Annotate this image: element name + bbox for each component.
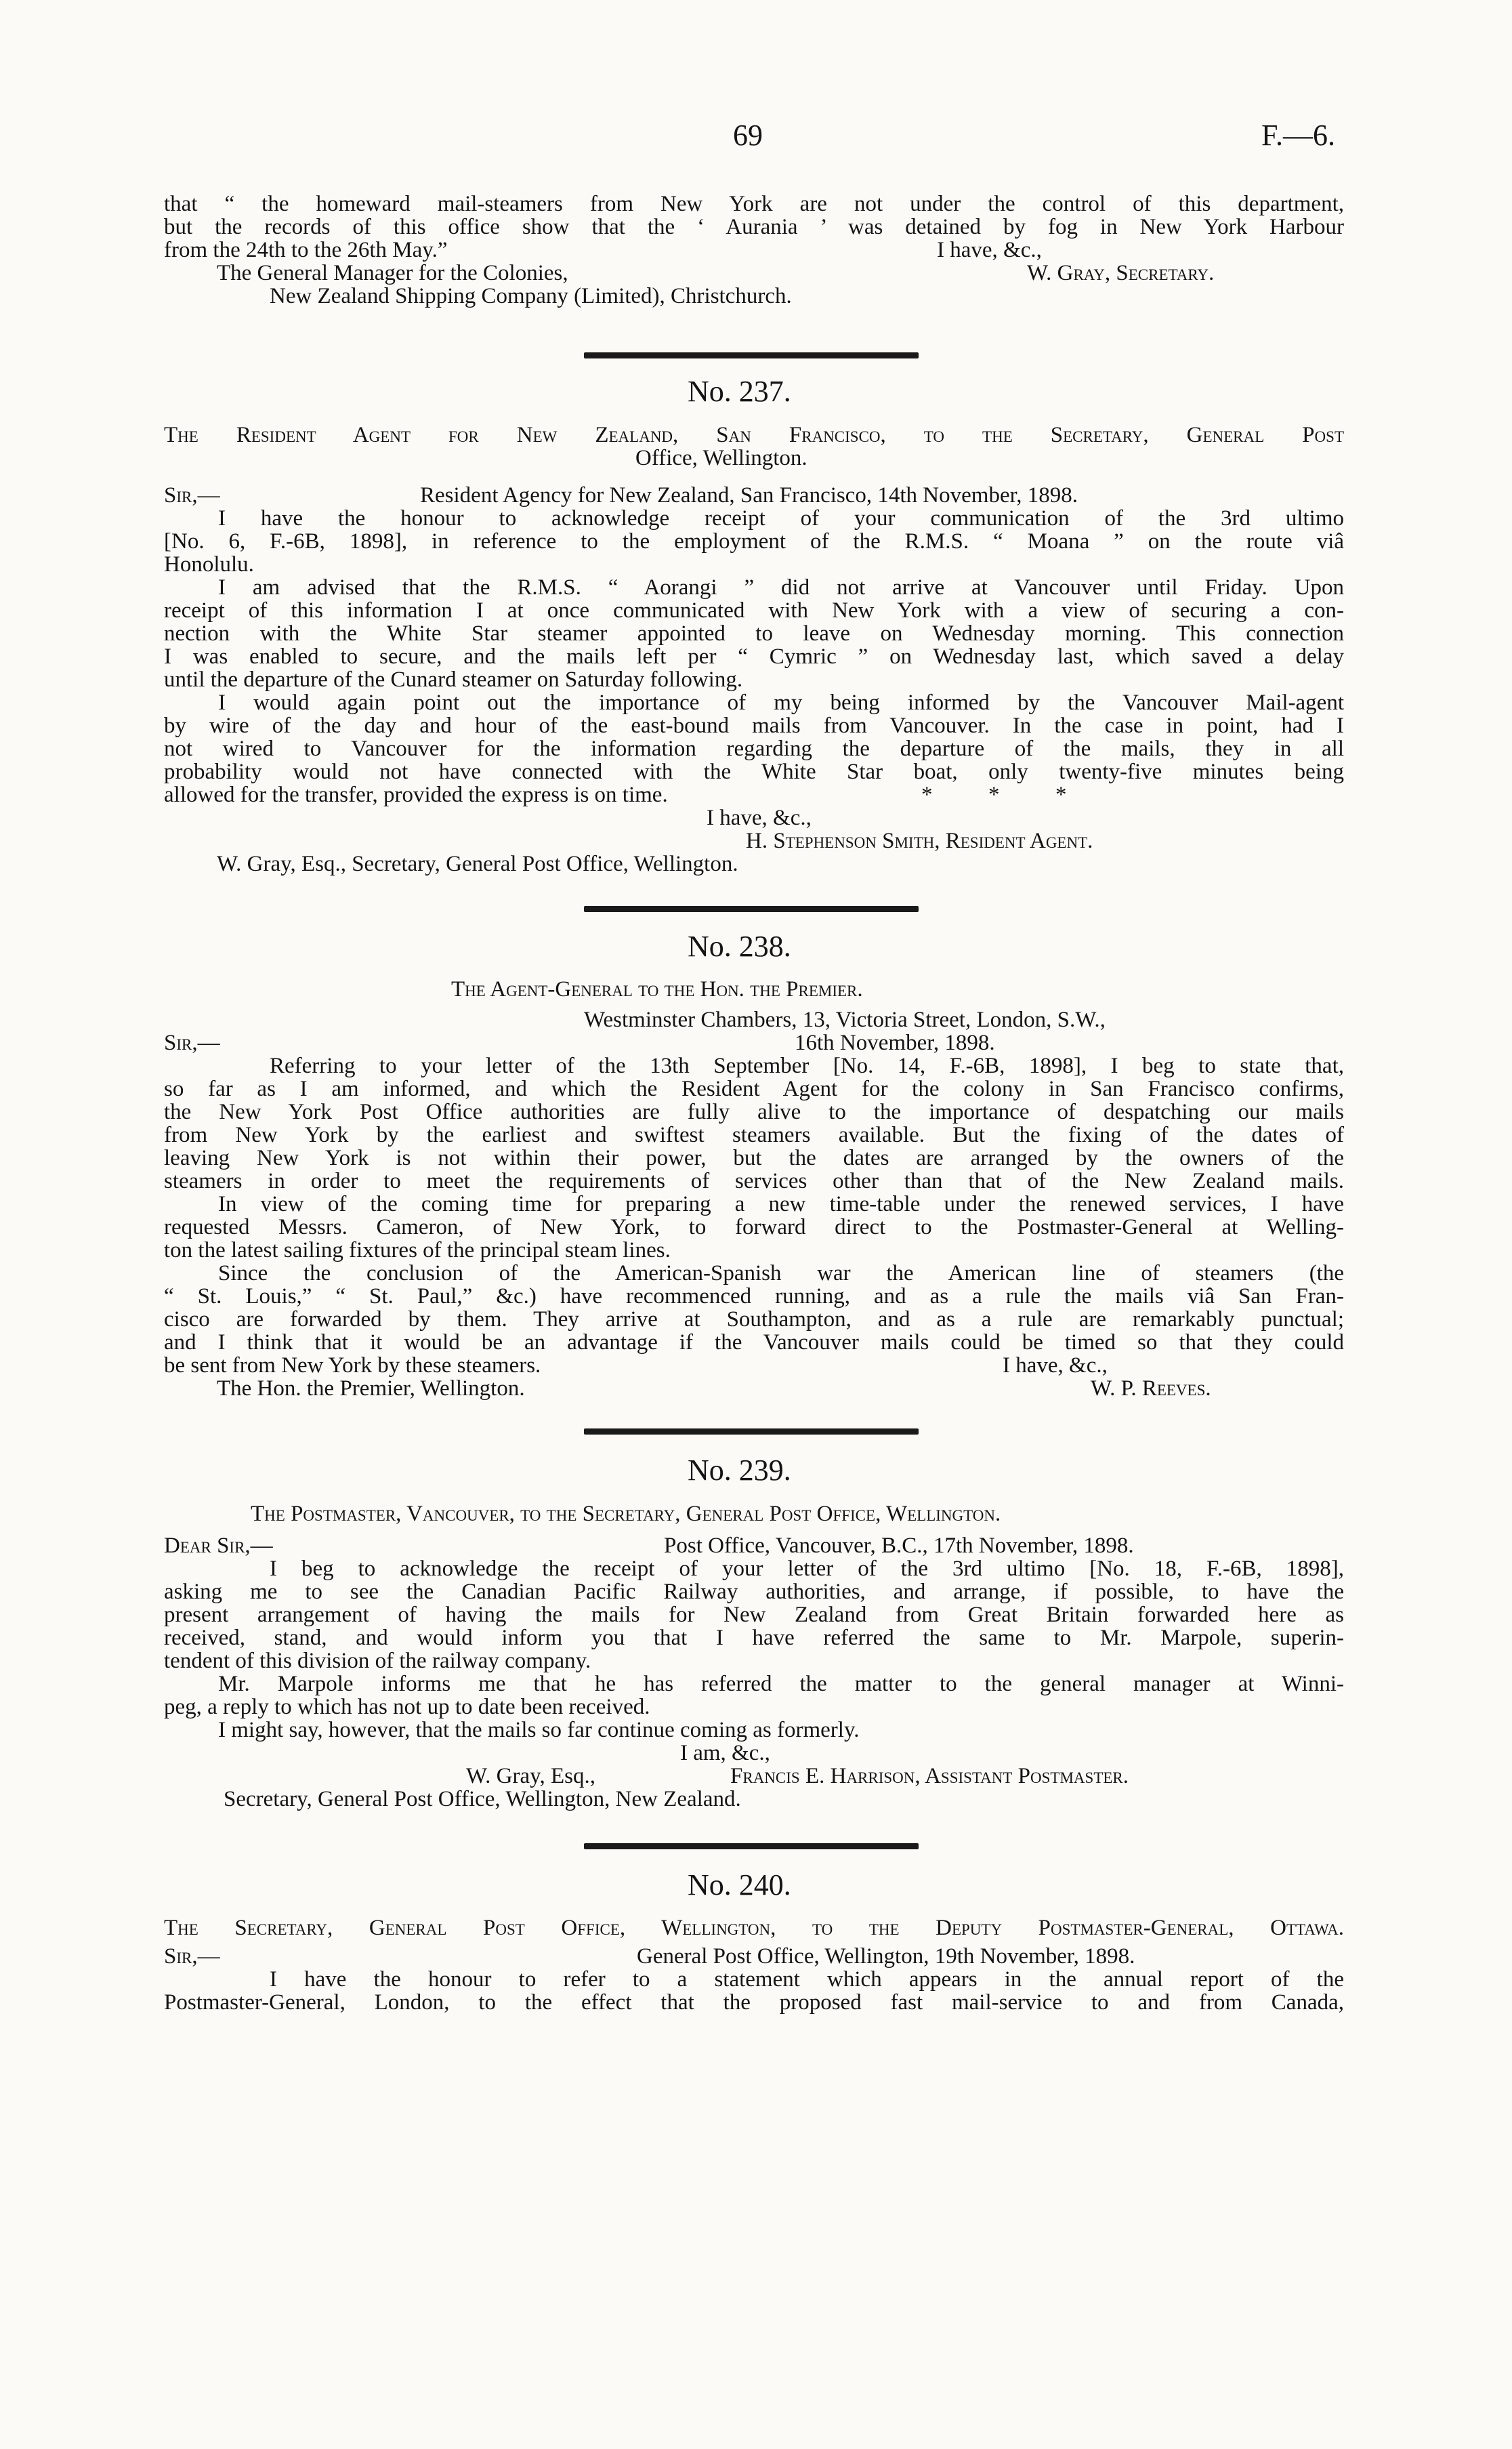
text-line: Postmaster-General, London, to the effect that the proposed fast mail-service to and from Canada, (164, 1990, 1344, 2015)
dateline: Resident Agency for New Zealand, San Francisco, 14th November, 1898. (420, 483, 1078, 508)
dateline: Post Office, Vancouver, B.C., 17th November, 1898. (664, 1534, 1134, 1558)
signature: Francis E. Harrison, Assistant Postmaster. (730, 1764, 1129, 1788)
text-line: steamers in order to meet the requirements of services other than that of the New Zealand mails. (164, 1169, 1344, 1193)
letter-heading: The Postmaster, Vancouver, to the Secretary, General Post Office, Wellington. (251, 1502, 1001, 1526)
text-line: but the records of this office show that the ‘ Aurania ’ was detained by fog in New York Harbour (164, 215, 1344, 239)
text-line: [No. 6, F.-6B, 1898], in reference to the employment of the R.M.S. “ Moana ” on the route viâ (164, 529, 1344, 554)
document-reference: F.—6. (1261, 119, 1335, 152)
letter-number: No. 240. (688, 1868, 791, 1901)
text-line: receipt of this information I at once communicated with New York with a view of securing a con- (164, 598, 1344, 623)
addressee-company: New Zealand Shipping Company (Limited), Christchurch. (270, 284, 792, 308)
salutation: Dear Sir,— (164, 1534, 273, 1558)
signature: W. Gray, Secretary. (1027, 261, 1215, 285)
letter-heading: The Agent-General to the Hon. the Premier. (451, 977, 863, 1002)
text-line: I am advised that the R.M.S. “ Aorangi ” did not arrive at Vancouver until Friday. Upon (218, 575, 1344, 600)
letter-heading: The Secretary, General Post Office, Wellington, to the Deputy Postmaster-General, Ottawa. (164, 1916, 1344, 1940)
text-line: allowed for the transfer, provided the express is on time. (164, 783, 668, 807)
text-line: present arrangement of having the mails for New Zealand from Great Britain forwarded here as (164, 1603, 1344, 1627)
text-line: Referring to your letter of the 13th September [No. 14, F.-6B, 1898], I beg to state that, (270, 1054, 1344, 1078)
text-line: I would again point out the importance of my being informed by the Vancouver Mail-agent (218, 691, 1344, 715)
dateline: General Post Office, Wellington, 19th November, 1898. (637, 1944, 1135, 1969)
text-line: from the 24th to the 26th May.” (164, 238, 448, 262)
closing: I am, &c., (680, 1741, 770, 1765)
text-line: probability would not have connected with the White Star boat, only twenty-five minutes being (164, 760, 1344, 784)
text-line: I have the honour to acknowledge receipt of your communication of the 3rd ultimo (218, 506, 1344, 531)
address-date: 16th November, 1898. (795, 1031, 995, 1055)
addressee: The General Manager for the Colonies, (217, 261, 568, 285)
closing: I have, &c., (707, 806, 812, 830)
text-line: Since the conclusion of the American-Spanish war the American line of steamers (the (218, 1261, 1344, 1285)
text-line: cisco are forwarded by them. They arrive at Southampton, and as a rule are remarkably punctual; (164, 1307, 1344, 1332)
closing: I have, &c., (1003, 1353, 1108, 1378)
text-line: leaving New York is not within their power, but the dates are arranged by the owners of the (164, 1146, 1344, 1170)
text-line: so far as I am informed, and which the Resident Agent for the colony in San Francisco confirms, (164, 1077, 1344, 1101)
text-line: until the departure of the Cunard steamer on Saturday following. (164, 667, 743, 692)
text-line: not wired to Vancouver for the information regarding the departure of the mails, they in all (164, 737, 1344, 761)
text-line: that “ the homeward mail-steamers from New York are not under the control of this department, (164, 192, 1344, 216)
text-line: and I think that it would be an advantage if the Vancouver mails could be timed so that they could (164, 1330, 1344, 1355)
text-line: I might say, however, that the mails so far continue coming as formerly. (218, 1718, 860, 1742)
letter-number: No. 239. (688, 1454, 791, 1487)
address-line: Westminster Chambers, 13, Victoria Street, London, S.W., (584, 1008, 1106, 1032)
text-line: peg, a reply to which has not up to date been received. (164, 1695, 650, 1719)
text-line: Mr. Marpole informs me that he has referred the matter to the general manager at Winni- (218, 1672, 1344, 1696)
letter-number: No. 238. (688, 930, 791, 963)
addressee: The Hon. the Premier, Wellington. (217, 1376, 525, 1401)
salutation: Sir,— (164, 483, 220, 508)
salutation: Sir,— (164, 1944, 220, 1969)
text-line: I beg to acknowledge the receipt of your letter of the 3rd ultimo [No. 18, F.-6B, 1898], (270, 1557, 1344, 1581)
section-divider (584, 352, 919, 358)
text-line: by wire of the day and hour of the east-bound mails from Vancouver. In the case in point, had I (164, 714, 1344, 738)
text-line: from New York by the earliest and swiftest steamers available. But the fixing of the dates of (164, 1123, 1344, 1147)
page-number: 69 (733, 119, 763, 152)
addressee: W. Gray, Esq., (466, 1764, 595, 1788)
text-line: be sent from New York by these steamers. (164, 1353, 541, 1378)
letter-number: No. 237. (688, 375, 791, 408)
addressee: W. Gray, Esq., Secretary, General Post Office, Wellington. (217, 852, 738, 876)
text-line: Honolulu. (164, 552, 254, 577)
text-line: tendent of this division of the railway company. (164, 1649, 591, 1673)
text-line: requested Messrs. Cameron, of New York, to forward direct to the Postmaster-General at Welling- (164, 1215, 1344, 1239)
text-line: I have the honour to refer to a statement which appears in the annual report of the (270, 1967, 1344, 1992)
text-line: ton the latest sailing fixtures of the principal steam lines. (164, 1238, 671, 1262)
addressee: Secretary, General Post Office, Wellington, New Zealand. (224, 1787, 741, 1811)
asterisks: * * * (921, 783, 1067, 807)
signature: W. P. Reeves. (1091, 1376, 1211, 1401)
text-line: the New York Post Office authorities are fully alive to the importance of despatching our mails (164, 1100, 1344, 1124)
letter-heading: Office, Wellington. (635, 446, 807, 470)
text-line: nection with the White Star steamer appointed to leave on Wednesday morning. This connection (164, 621, 1344, 646)
text-line: asking me to see the Canadian Pacific Railway authorities, and arrange, if possible, to have the (164, 1580, 1344, 1604)
text-line: In view of the coming time for preparing a new time-table under the renewed services, I have (218, 1192, 1344, 1216)
letter-heading: The Resident Agent for New Zealand, San Francisco, to the Secretary, General Post (164, 423, 1344, 447)
text-line: “ St. Louis,” “ St. Paul,” &c.) have recommenced running, and as a rule the mails viâ San Fran- (164, 1284, 1344, 1309)
section-divider (584, 1843, 919, 1849)
text-line: I was enabled to secure, and the mails left per “ Cymric ” on Wednesday last, which saved a delay (164, 644, 1344, 669)
section-divider (584, 1428, 919, 1435)
section-divider (584, 906, 919, 912)
salutation: Sir,— (164, 1031, 220, 1055)
closing: I have, &c., (937, 238, 1042, 262)
text-line: received, stand, and would inform you that I have referred the same to Mr. Marpole, superin- (164, 1626, 1344, 1650)
signature: H. Stephenson Smith, Resident Agent. (746, 829, 1093, 853)
